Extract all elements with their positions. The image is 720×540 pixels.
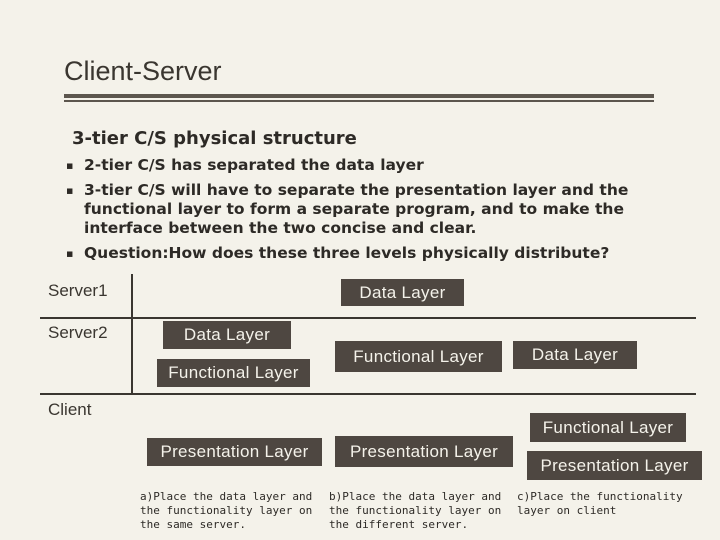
server1-data-layer-box: Data Layer — [341, 279, 464, 306]
bullet-square-icon: ▪ — [66, 184, 74, 197]
bullet-text: Question:How does these three levels physically distribute? — [84, 244, 610, 262]
bullet-text: 3-tier C/S will have to separate the presentation layer and the functional layer to form a separate program, and to make the interface between the two concise and clear. — [84, 181, 629, 237]
option-a-data-layer-box: Data Layer — [163, 321, 291, 349]
option-c-presentation-layer-box: Presentation Layer — [527, 451, 702, 480]
title-rule-thin — [64, 100, 654, 102]
option-a-caption: a)Place the data layer and the functionality layer on the same server. — [140, 490, 313, 531]
row-label-server1: Server1 — [48, 281, 108, 300]
diagram-vertical-divider — [131, 274, 133, 394]
option-c-caption: c)Place the functionality layer on client — [517, 490, 683, 517]
bullet-square-icon: ▪ — [66, 247, 74, 260]
diagram-row-divider-server — [40, 317, 696, 319]
option-b-caption: b)Place the data layer and the functionality layer on the different server. — [329, 490, 502, 531]
slide-title: Client-Server — [64, 56, 222, 86]
option-b-functional-layer-box: Functional Layer — [335, 341, 502, 372]
bullet-item — [64, 181, 664, 238]
option-a-presentation-layer-box: Presentation Layer — [147, 438, 322, 466]
bullet-square-icon: ▪ — [66, 159, 74, 172]
row-label-client: Client — [48, 400, 92, 419]
bullet-item — [64, 156, 664, 175]
slide-subtitle: 3-tier C/S physical structure — [72, 128, 357, 149]
option-a-functional-layer-box: Functional Layer — [157, 359, 310, 387]
bullet-list — [64, 156, 664, 269]
option-c-data-layer-box: Data Layer — [513, 341, 637, 369]
option-b-presentation-layer-box: Presentation Layer — [335, 436, 513, 467]
title-rule-thick — [64, 94, 654, 98]
row-label-server2: Server2 — [48, 323, 108, 342]
bullet-text: 2-tier C/S has separated the data layer — [84, 156, 424, 174]
bullet-item — [64, 244, 664, 263]
diagram-row-divider-client — [40, 393, 696, 395]
option-c-functional-layer-box: Functional Layer — [530, 413, 686, 442]
